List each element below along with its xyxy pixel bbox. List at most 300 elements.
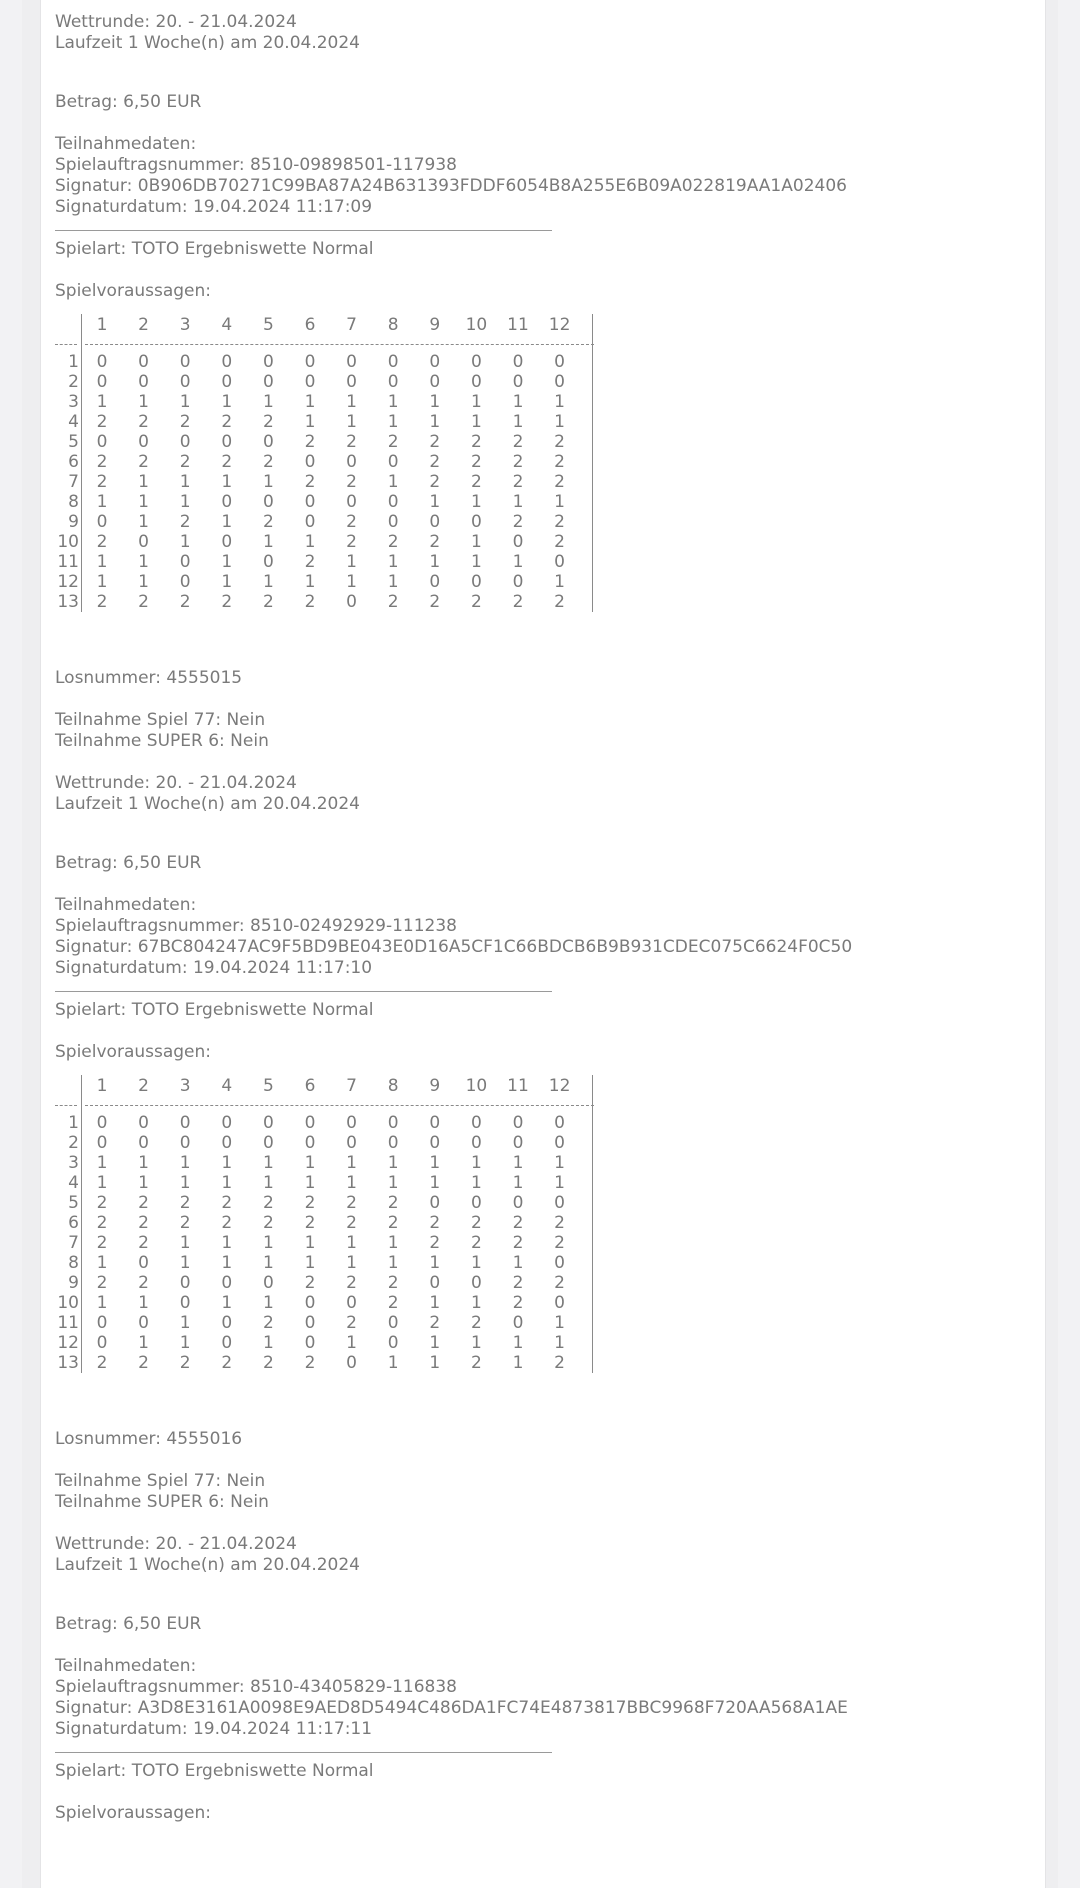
table-row	[55, 1353, 1035, 1373]
prediction-cell: 1	[179, 492, 191, 512]
prediction-cell: 1	[138, 1153, 149, 1173]
prediction-cell: 0	[387, 492, 399, 512]
prediction-cell: 1	[138, 1293, 149, 1313]
prediction-cell: 0	[346, 452, 357, 472]
prediction-cell: 0	[512, 532, 524, 552]
prediction-cell: 0	[96, 372, 108, 392]
predictions-table	[55, 314, 1035, 612]
prediction-cell: 0	[387, 512, 399, 532]
prediction-cell: 0	[138, 1253, 149, 1273]
prediction-cell: 2	[470, 1213, 482, 1233]
prediction-cell: 2	[221, 452, 233, 472]
table-row	[55, 1313, 1035, 1333]
prediction-cell: 0	[262, 1113, 274, 1133]
prediction-cell: 1	[346, 1153, 357, 1173]
table-vertical-rule	[592, 1075, 593, 1097]
wettrunde-text: Wettrunde: 20. - 21.04.2024	[55, 12, 297, 32]
prediction-cell: 1	[96, 492, 108, 512]
prediction-cell: 0	[304, 1113, 316, 1133]
prediction-cell: 0	[512, 1133, 524, 1153]
prediction-cell: 1	[554, 572, 565, 592]
prediction-cell: 0	[96, 352, 108, 372]
prediction-cell: 1	[429, 552, 441, 572]
prediction-cell: 0	[429, 1193, 441, 1213]
prediction-cell: 1	[429, 1153, 441, 1173]
prediction-cell: 1	[387, 1153, 399, 1173]
row-number: 7	[68, 1233, 79, 1253]
email-body	[40, 0, 1046, 1888]
prediction-cell: 1	[512, 1353, 524, 1373]
prediction-cell: 0	[429, 1133, 441, 1153]
row-number: 7	[68, 472, 79, 492]
prediction-cell: 2	[554, 1233, 565, 1253]
signatur-text: Signatur: A3D8E3161A0098E9AED8D5494C486DA1FC74E4873817BBC9968F720AA568A1AE	[55, 1698, 848, 1718]
losnummer-text: Losnummer: 4555016	[55, 1429, 243, 1449]
prediction-cell: 1	[470, 1333, 482, 1353]
prediction-cell: 1	[138, 512, 149, 532]
prediction-cell: 2	[470, 592, 482, 612]
prediction-cell: 2	[262, 452, 274, 472]
prediction-cell: 1	[387, 1353, 399, 1373]
prediction-cell: 0	[262, 372, 274, 392]
prediction-cell: 1	[512, 392, 524, 412]
super6-text: Teilnahme SUPER 6: Nein	[55, 731, 269, 751]
row-number: 4	[68, 1173, 79, 1193]
prediction-cell: 2	[138, 1213, 149, 1233]
table-row	[55, 492, 1035, 512]
prediction-cell: 0	[96, 1133, 108, 1153]
prediction-cell: 2	[429, 1213, 441, 1233]
row-number: 12	[57, 572, 79, 592]
prediction-cell: 1	[512, 412, 524, 432]
prediction-cell: 0	[262, 1273, 274, 1293]
prediction-cell: 2	[387, 592, 399, 612]
prediction-cell: 0	[470, 1193, 482, 1213]
signatur-text: Signatur: 67BC804247AC9F5BD9BE043E0D16A5CF1C66BDCB6B9B931CDEC075C6624F0C50	[55, 937, 853, 957]
prediction-cell: 2	[554, 432, 565, 452]
prediction-cell: 1	[429, 412, 441, 432]
prediction-cell: 2	[429, 432, 441, 452]
prediction-cell: 1	[179, 1233, 191, 1253]
table-row	[55, 512, 1035, 532]
prediction-cell: 0	[179, 1273, 191, 1293]
column-header: 10	[465, 315, 488, 335]
prediction-cell: 0	[304, 492, 316, 512]
table-dashed-separator	[55, 336, 1035, 352]
row-number: 11	[57, 552, 79, 572]
prediction-cell: 2	[179, 592, 191, 612]
prediction-cell: 0	[429, 1273, 441, 1293]
prediction-cell: 1	[429, 492, 441, 512]
prediction-cell: 1	[470, 1153, 482, 1173]
row-number: 10	[57, 1293, 79, 1313]
prediction-cell: 0	[96, 1333, 108, 1353]
teilnahmedaten-label: Teilnahmedaten:	[55, 1656, 197, 1676]
prediction-cell: 2	[387, 432, 399, 452]
row-number: 3	[68, 1153, 79, 1173]
table-row	[55, 372, 1035, 392]
prediction-cell: 2	[179, 512, 191, 532]
betrag-text: Betrag: 6,50 EUR	[55, 92, 202, 112]
prediction-cell: 0	[512, 1193, 524, 1213]
prediction-cell: 2	[346, 1193, 357, 1213]
prediction-cell: 0	[96, 1113, 108, 1133]
prediction-cell: 0	[470, 352, 482, 372]
prediction-cell: 0	[138, 352, 149, 372]
column-header: 9	[429, 1076, 441, 1096]
prediction-cell: 2	[554, 532, 565, 552]
table-row	[55, 1173, 1035, 1193]
spielart-text: Spielart: TOTO Ergebniswette Normal	[55, 1761, 374, 1781]
prediction-cell: 0	[387, 352, 399, 372]
super6-text: Teilnahme SUPER 6: Nein	[55, 1492, 269, 1512]
prediction-cell: 2	[512, 1213, 524, 1233]
column-header: 5	[262, 315, 274, 335]
prediction-cell: 2	[179, 1353, 191, 1373]
prediction-cell: 0	[554, 352, 565, 372]
prediction-cell: 2	[470, 452, 482, 472]
prediction-cell: 1	[262, 572, 274, 592]
wettrunde-text: Wettrunde: 20. - 21.04.2024	[55, 773, 297, 793]
prediction-cell: 0	[346, 372, 357, 392]
column-header: 1	[96, 315, 108, 335]
prediction-cell: 2	[429, 1233, 441, 1253]
prediction-cell: 1	[346, 392, 357, 412]
prediction-cell: 2	[96, 412, 108, 432]
prediction-cell: 2	[429, 532, 441, 552]
column-header: 8	[387, 1076, 399, 1096]
prediction-cell: 2	[387, 532, 399, 552]
row-number: 5	[68, 1193, 79, 1213]
prediction-cell: 2	[554, 472, 565, 492]
prediction-cell: 0	[512, 372, 524, 392]
prediction-cell: 0	[346, 592, 357, 612]
prediction-cell: 0	[221, 1113, 233, 1133]
prediction-cell: 2	[512, 432, 524, 452]
prediction-cell: 2	[304, 1353, 316, 1373]
prediction-cell: 2	[346, 1273, 357, 1293]
prediction-cell: 0	[304, 1293, 316, 1313]
prediction-cell: 0	[179, 552, 191, 572]
prediction-cell: 2	[512, 452, 524, 472]
prediction-cell: 0	[304, 352, 316, 372]
prediction-cell: 0	[346, 1353, 357, 1373]
prediction-cell: 0	[512, 352, 524, 372]
prediction-cell: 0	[221, 492, 233, 512]
prediction-cell: 0	[262, 492, 274, 512]
prediction-cell: 0	[262, 432, 274, 452]
prediction-cell: 2	[221, 1213, 233, 1233]
prediction-cell: 1	[221, 552, 233, 572]
prediction-cell: 2	[387, 1293, 399, 1313]
prediction-cell: 1	[346, 1173, 357, 1193]
prediction-cell: 2	[346, 472, 357, 492]
prediction-cell: 0	[429, 372, 441, 392]
prediction-cell: 1	[346, 572, 357, 592]
prediction-cell: 1	[262, 1173, 274, 1193]
column-header: 1	[96, 1076, 108, 1096]
prediction-cell: 1	[138, 492, 149, 512]
prediction-cell: 1	[138, 552, 149, 572]
prediction-cell: 1	[429, 1353, 441, 1373]
prediction-cell: 2	[554, 1353, 565, 1373]
table-row	[55, 452, 1035, 472]
prediction-cell: 2	[512, 1233, 524, 1253]
prediction-cell: 1	[387, 1253, 399, 1273]
prediction-cell: 0	[387, 1113, 399, 1133]
prediction-cell: 2	[304, 1213, 316, 1233]
row-number: 2	[68, 372, 79, 392]
column-header: 9	[429, 315, 441, 335]
prediction-cell: 0	[554, 1193, 565, 1213]
prediction-cell: 1	[304, 1153, 316, 1173]
row-number: 12	[57, 1333, 79, 1353]
prediction-cell: 0	[96, 1313, 108, 1333]
table-vertical-rule	[592, 314, 593, 336]
table-row	[55, 412, 1035, 432]
prediction-cell: 0	[221, 532, 233, 552]
table-row	[55, 1293, 1035, 1313]
prediction-cell: 1	[96, 1173, 108, 1193]
spielvoraussagen-label: Spielvoraussagen:	[55, 1042, 212, 1062]
prediction-cell: 1	[179, 1333, 191, 1353]
signaturdatum-text: Signaturdatum: 19.04.2024 11:17:11	[55, 1719, 373, 1739]
prediction-cell: 0	[554, 1253, 565, 1273]
prediction-cell: 1	[346, 552, 357, 572]
prediction-cell: 0	[554, 1113, 565, 1133]
row-number: 8	[68, 1253, 79, 1273]
prediction-cell: 0	[429, 1113, 441, 1133]
prediction-cell: 2	[179, 1213, 191, 1233]
prediction-cell: 0	[138, 372, 149, 392]
table-row	[55, 352, 1035, 372]
prediction-cell: 1	[304, 1253, 316, 1273]
row-number: 11	[57, 1313, 79, 1333]
prediction-cell: 1	[346, 1333, 357, 1353]
prediction-cell: 2	[221, 1353, 233, 1373]
prediction-cell: 2	[262, 1353, 274, 1373]
ticket-content	[55, 12, 1035, 1824]
prediction-cell: 1	[179, 532, 191, 552]
prediction-cell: 0	[429, 352, 441, 372]
prediction-cell: 0	[387, 1313, 399, 1333]
prediction-cell: 1	[387, 392, 399, 412]
prediction-cell: 0	[470, 1273, 482, 1293]
column-header: 5	[262, 1076, 274, 1096]
table-row	[55, 1233, 1035, 1253]
row-number: 9	[68, 1273, 79, 1293]
prediction-cell: 1	[221, 572, 233, 592]
prediction-cell: 2	[96, 1353, 108, 1373]
laufzeit-text: Laufzeit 1 Woche(n) am 20.04.2024	[55, 794, 360, 814]
prediction-cell: 2	[387, 1273, 399, 1293]
prediction-cell: 1	[554, 412, 565, 432]
prediction-cell: 2	[304, 472, 316, 492]
prediction-cell: 2	[221, 412, 233, 432]
prediction-cell: 1	[512, 1333, 524, 1353]
predictions-header-row	[55, 1075, 1035, 1097]
column-header: 4	[221, 315, 233, 335]
prediction-cell: 1	[179, 1253, 191, 1273]
prediction-cell: 1	[304, 392, 316, 412]
prediction-cell: 0	[179, 1113, 191, 1133]
prediction-cell: 0	[304, 452, 316, 472]
table-row	[55, 432, 1035, 452]
prediction-cell: 1	[470, 492, 482, 512]
prediction-cell: 2	[554, 1213, 565, 1233]
prediction-cell: 2	[221, 592, 233, 612]
column-header: 3	[179, 315, 191, 335]
prediction-cell: 2	[470, 472, 482, 492]
prediction-cell: 2	[262, 412, 274, 432]
prediction-cell: 0	[221, 352, 233, 372]
prediction-cell: 0	[554, 1133, 565, 1153]
table-row	[55, 1333, 1035, 1353]
prediction-cell: 2	[346, 432, 357, 452]
column-header: 7	[346, 315, 357, 335]
row-number: 6	[68, 1213, 79, 1233]
prediction-cell: 0	[138, 1133, 149, 1153]
column-header: 2	[138, 1076, 149, 1096]
column-header: 12	[548, 315, 571, 335]
predictions-table	[55, 1075, 1035, 1373]
prediction-cell: 2	[304, 1273, 316, 1293]
prediction-cell: 1	[96, 572, 108, 592]
prediction-cell: 2	[512, 1273, 524, 1293]
prediction-cell: 1	[304, 572, 316, 592]
prediction-cell: 0	[554, 552, 565, 572]
spiel77-text: Teilnahme Spiel 77: Nein	[55, 1471, 266, 1491]
row-number: 5	[68, 432, 79, 452]
section-divider	[55, 1752, 552, 1753]
losnummer-text: Losnummer: 4555015	[55, 668, 243, 688]
table-row	[55, 1193, 1035, 1213]
row-number: 2	[68, 1133, 79, 1153]
table-vertical-rule	[81, 314, 82, 336]
prediction-cell: 2	[138, 412, 149, 432]
prediction-cell: 2	[96, 452, 108, 472]
column-header: 11	[507, 1076, 529, 1096]
prediction-cell: 2	[304, 552, 316, 572]
prediction-cell: 1	[554, 492, 565, 512]
row-number: 9	[68, 512, 79, 532]
prediction-cell: 1	[179, 1173, 191, 1193]
spiel77-text: Teilnahme Spiel 77: Nein	[55, 710, 266, 730]
prediction-cell: 0	[470, 512, 482, 532]
prediction-cell: 1	[470, 412, 482, 432]
table-vertical-rule	[81, 1075, 82, 1097]
prediction-cell: 2	[554, 452, 565, 472]
spielauftragsnummer-text: Spielauftragsnummer: 8510-43405829-116838	[55, 1677, 457, 1697]
prediction-cell: 2	[138, 1233, 149, 1253]
prediction-cell: 2	[96, 1213, 108, 1233]
prediction-cell: 1	[470, 552, 482, 572]
prediction-cell: 2	[262, 1213, 274, 1233]
prediction-cell: 0	[346, 492, 357, 512]
prediction-cell: 0	[470, 572, 482, 592]
prediction-cell: 2	[262, 1313, 274, 1333]
prediction-cell: 2	[429, 472, 441, 492]
prediction-cell: 1	[429, 1253, 441, 1273]
table-row	[55, 592, 1035, 612]
prediction-cell: 2	[96, 1273, 108, 1293]
prediction-cell: 2	[512, 512, 524, 532]
prediction-cell: 1	[221, 1153, 233, 1173]
prediction-cell: 0	[387, 452, 399, 472]
column-header: 4	[221, 1076, 233, 1096]
row-number: 4	[68, 412, 79, 432]
prediction-cell: 0	[304, 372, 316, 392]
section-divider	[55, 991, 552, 992]
prediction-cell: 0	[221, 1313, 233, 1333]
prediction-cell: 2	[179, 452, 191, 472]
prediction-cell: 2	[96, 472, 108, 492]
signaturdatum-text: Signaturdatum: 19.04.2024 11:17:10	[55, 958, 373, 978]
prediction-cell: 2	[470, 1313, 482, 1333]
spielvoraussagen-label: Spielvoraussagen:	[55, 281, 212, 301]
ticket-section	[55, 239, 1035, 992]
column-header: 8	[387, 315, 399, 335]
prediction-cell: 1	[512, 492, 524, 512]
prediction-cell: 0	[346, 1133, 357, 1153]
table-row	[55, 1273, 1035, 1293]
prediction-cell: 0	[512, 1313, 524, 1333]
prediction-cell: 1	[470, 1173, 482, 1193]
prediction-cell: 1	[179, 472, 191, 492]
prediction-cell: 1	[346, 1233, 357, 1253]
prediction-cell: 2	[429, 592, 441, 612]
prediction-cell: 0	[346, 1113, 357, 1133]
prediction-cell: 1	[262, 392, 274, 412]
prediction-cell: 0	[554, 1293, 565, 1313]
prediction-cell: 2	[138, 1273, 149, 1293]
prediction-cell: 0	[221, 372, 233, 392]
spielart-text: Spielart: TOTO Ergebniswette Normal	[55, 239, 374, 259]
prediction-cell: 2	[262, 1193, 274, 1213]
prediction-cell: 0	[387, 372, 399, 392]
table-row	[55, 1113, 1035, 1133]
prediction-cell: 0	[470, 1133, 482, 1153]
prediction-cell: 2	[96, 532, 108, 552]
prediction-cell: 1	[470, 1293, 482, 1313]
teilnahmedaten-label: Teilnahmedaten:	[55, 895, 197, 915]
prediction-cell: 2	[304, 1193, 316, 1213]
betrag-text: Betrag: 6,50 EUR	[55, 1614, 202, 1634]
table-row	[55, 392, 1035, 412]
prediction-cell: 0	[96, 432, 108, 452]
prediction-cell: 2	[512, 592, 524, 612]
prediction-cell: 0	[304, 1313, 316, 1333]
prediction-cell: 0	[304, 1133, 316, 1153]
signatur-text: Signatur: 0B906DB70271C99BA87A24B631393FDDF6054B8A255E6B09A022819AA1A02406	[55, 176, 847, 196]
prediction-cell: 1	[138, 572, 149, 592]
prediction-cell: 1	[470, 1253, 482, 1273]
prediction-cell: 1	[304, 532, 316, 552]
section-divider	[55, 230, 552, 231]
prediction-cell: 2	[429, 1313, 441, 1333]
prediction-cell: 1	[262, 1293, 274, 1313]
prediction-cell: 2	[304, 592, 316, 612]
prediction-cell: 1	[96, 1293, 108, 1313]
prediction-cell: 0	[138, 532, 149, 552]
prediction-cell: 1	[262, 1253, 274, 1273]
table-dashed-separator	[55, 1097, 1035, 1113]
row-number: 1	[68, 1113, 79, 1133]
prediction-cell: 0	[346, 352, 357, 372]
spielart-text: Spielart: TOTO Ergebniswette Normal	[55, 1000, 374, 1020]
prediction-cell: 1	[512, 552, 524, 572]
prediction-cell: 2	[96, 1233, 108, 1253]
